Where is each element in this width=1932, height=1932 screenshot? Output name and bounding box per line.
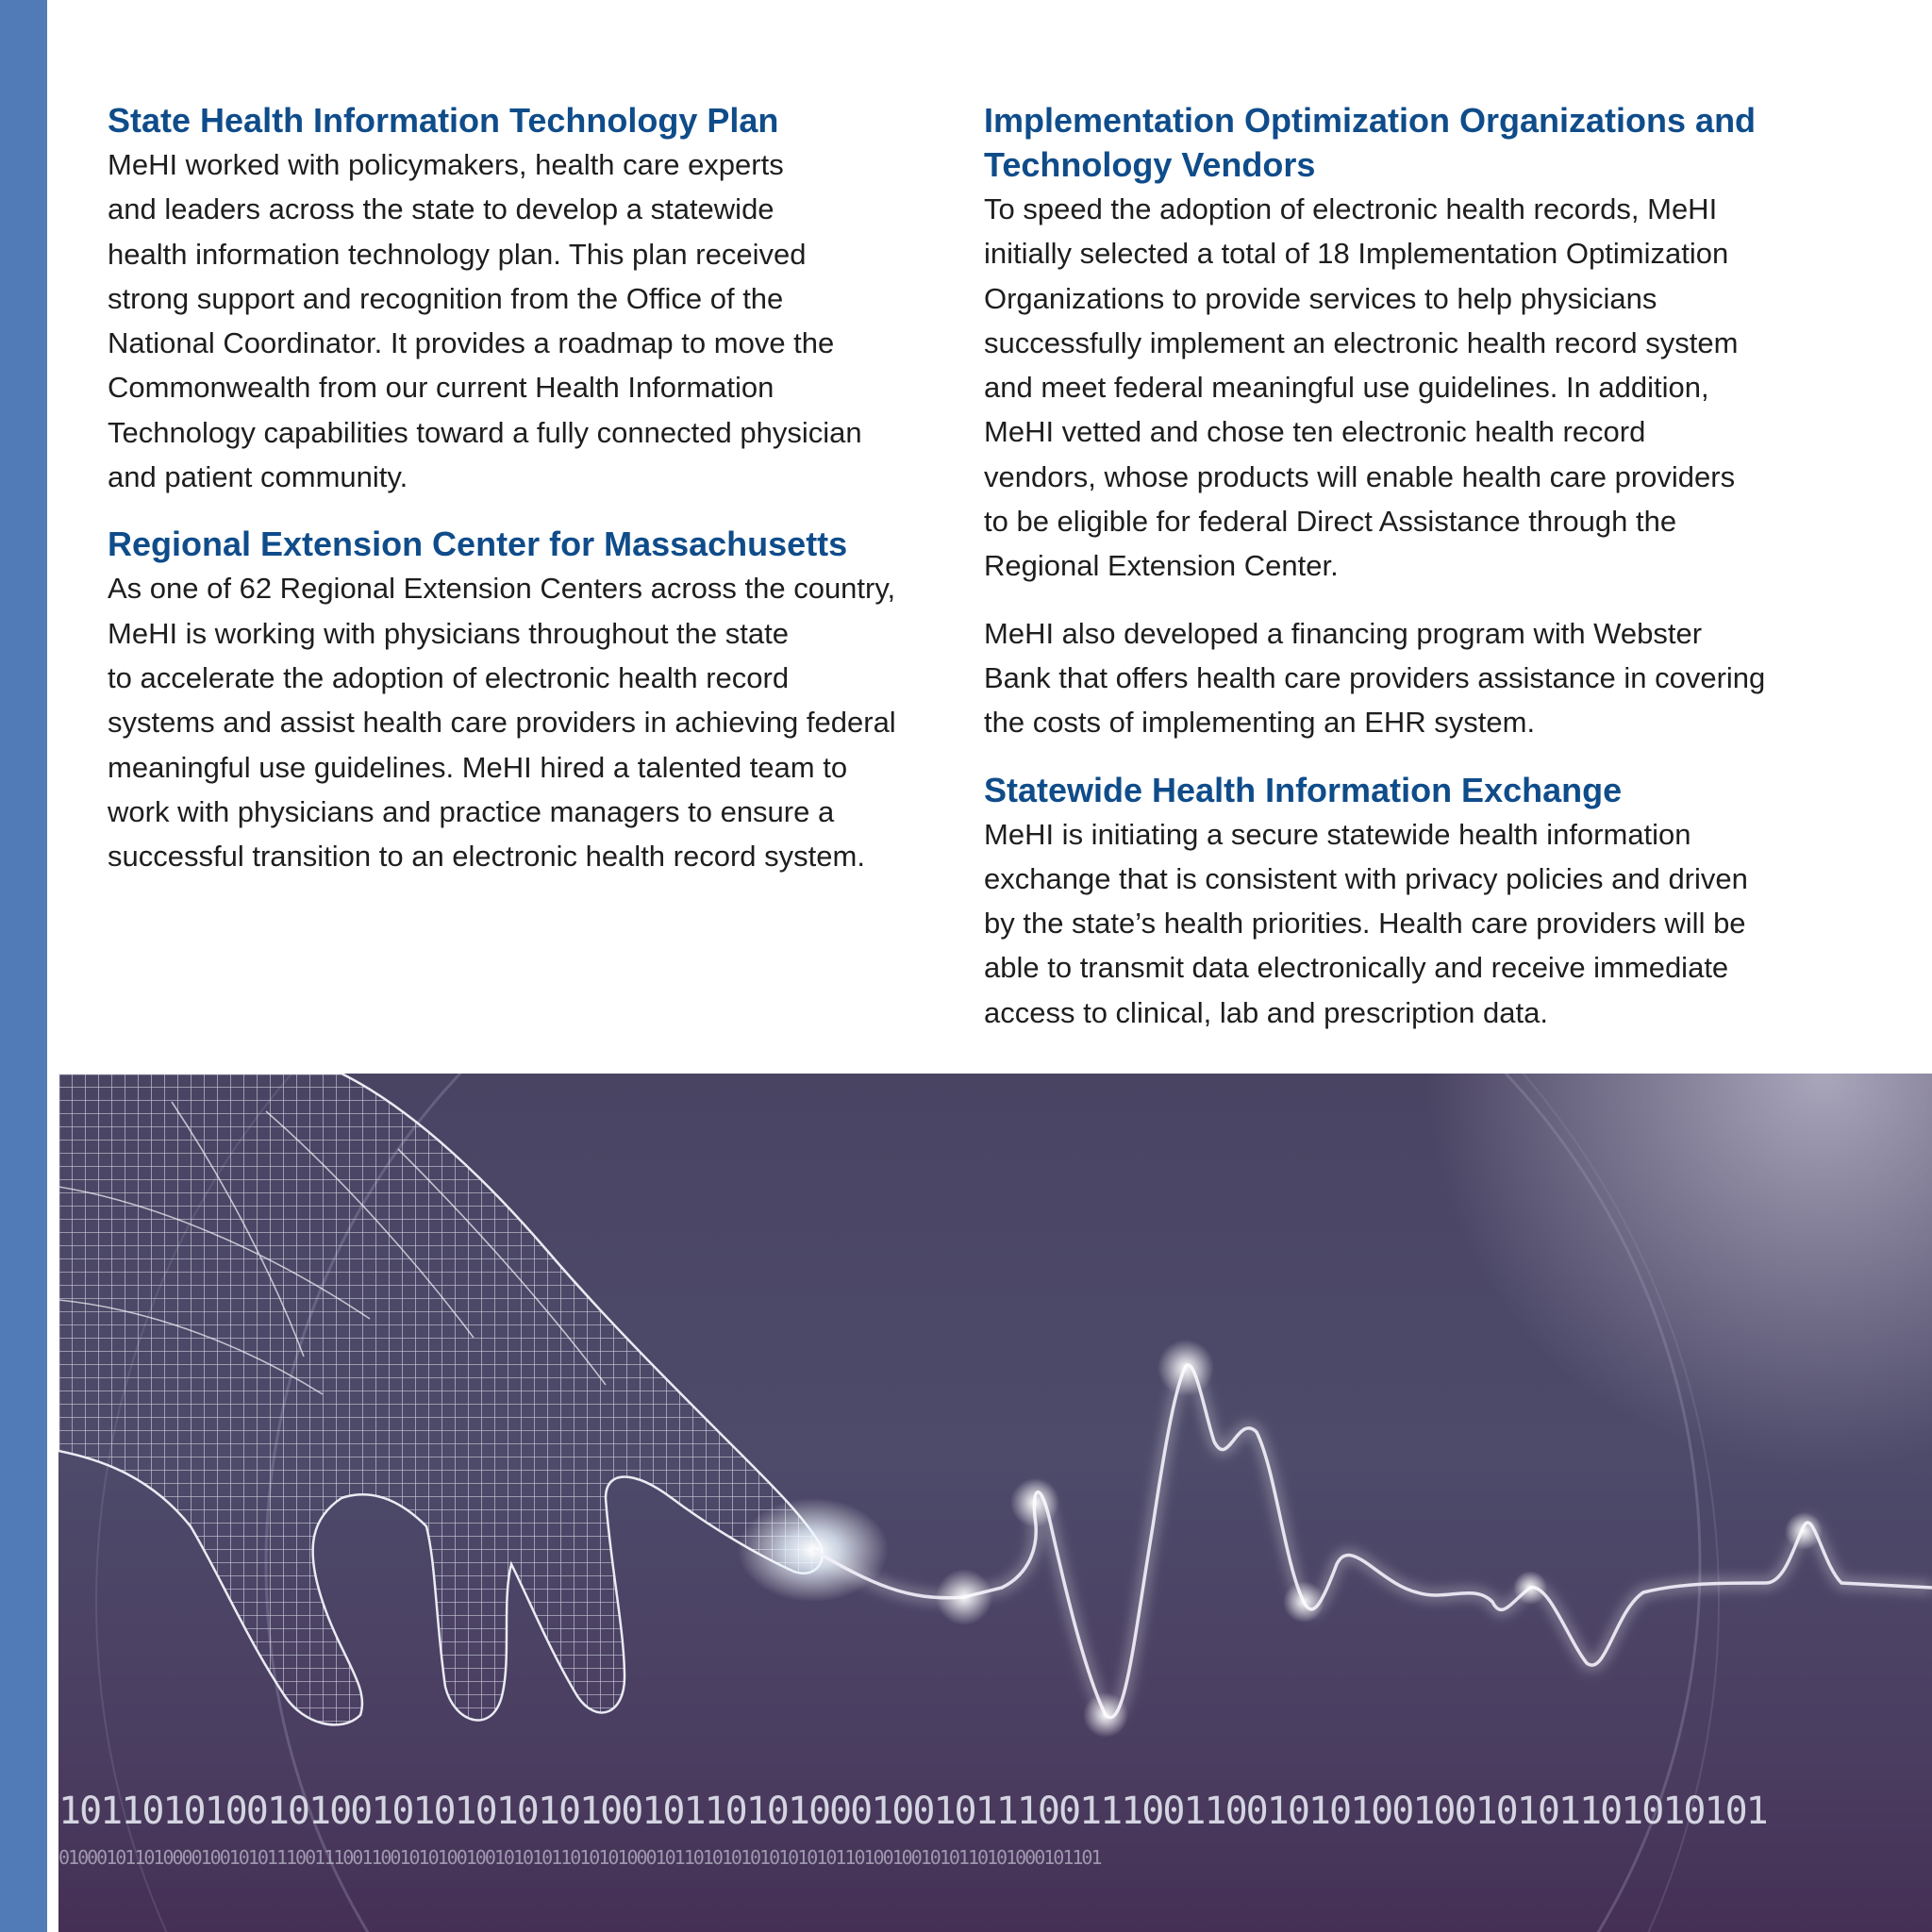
text-line: to accelerate the adoption of electronic health record xyxy=(108,660,790,694)
side-accent-bar xyxy=(0,0,47,1932)
wireframe-hand-heartbeat-image xyxy=(58,1074,1932,1932)
text-line: work with physicians and practice managers to ensure a xyxy=(108,794,835,828)
text-line: initially selected a total of 18 Implementation Optimization xyxy=(984,237,1729,271)
section-body-financing-program xyxy=(984,611,1866,745)
section-body-state-hit-plan xyxy=(108,142,957,499)
heading-line: Technology Vendors xyxy=(984,145,1316,184)
section-body-implementation-optimization xyxy=(984,187,1866,589)
heading-line: Implementation Optimization Organizations and xyxy=(984,101,1757,140)
text-line: successful transition to an electronic health record system. xyxy=(108,840,865,874)
text-line: MeHI is working with physicians throughout the state xyxy=(108,616,789,650)
text-line: health information technology plan. This plan received xyxy=(108,237,807,271)
text-line: strong support and recognition from the Office of the xyxy=(108,281,784,315)
text-line: access to clinical, lab and prescription data. xyxy=(984,995,1548,1029)
text-line: exchange that is consistent with privacy policies and driven xyxy=(984,861,1748,895)
text-line: to be eligible for federal Direct Assistance through the xyxy=(984,505,1677,539)
section-heading-regional-extension-center: Regional Extension Center for Massachusetts xyxy=(108,525,848,564)
text-line: systems and assist health care providers in achieving federal xyxy=(108,706,896,740)
text-line: MeHI also developed a financing program with Webster xyxy=(984,616,1703,650)
section-body-regional-extension-center xyxy=(108,566,957,878)
text-line: meaningful use guidelines. MeHI hired a talented team to xyxy=(108,750,848,784)
text-line: MeHI is initiating a secure statewide health information xyxy=(984,817,1691,851)
text-line: the costs of implementing an EHR system. xyxy=(984,706,1536,740)
text-line: To speed the adoption of electronic health records, MeHI xyxy=(984,192,1718,225)
text-line: MeHI vetted and chose ten electronic health record xyxy=(984,415,1646,449)
section-heading-implementation-optimization xyxy=(984,98,1866,187)
text-line: and leaders across the state to develop a statewide xyxy=(108,192,774,226)
section-heading-statewide-hie: Statewide Health Information Exchange xyxy=(984,770,1623,809)
text-line: successfully implement an electronic health record system xyxy=(984,325,1739,359)
text-line: Organizations to provide services to help physicians xyxy=(984,281,1657,315)
binary-row-large: 1011010100101001010101010100101101010001001011100111001100101010010010101101010101 xyxy=(58,1790,1767,1833)
left-column xyxy=(108,98,957,878)
text-line: able to transmit data electronically and receive immediate xyxy=(984,951,1729,985)
text-line: As one of 62 Regional Extension Centers across the country, xyxy=(108,572,896,606)
text-line: MeHI worked with policymakers, health care experts xyxy=(108,148,784,181)
text-line: vendors, whose products will enable health care providers xyxy=(984,459,1736,493)
text-line: Regional Extension Center. xyxy=(984,549,1339,583)
text-line: Technology capabilities toward a fully connected physician xyxy=(108,415,862,449)
text-line: Commonwealth from our current Health Information xyxy=(108,371,774,405)
text-line: and patient community. xyxy=(108,460,408,494)
text-line: by the state’s health priorities. Health care providers will be xyxy=(984,907,1746,941)
text-line: National Coordinator. It provides a roadmap to move the xyxy=(108,326,835,360)
binary-row-small: 01000101101000010010101110011100110010101001001010101101010100010110101010101010101101001001010110101000101101 xyxy=(58,1846,1101,1869)
section-heading-state-hit-plan: State Health Information Technology Plan xyxy=(108,101,779,140)
text-line: and meet federal meaningful use guidelines. In addition, xyxy=(984,371,1709,405)
section-body-statewide-hie xyxy=(984,812,1866,1035)
text-line: Bank that offers health care providers assistance in covering xyxy=(984,660,1766,694)
right-column xyxy=(984,98,1866,1035)
